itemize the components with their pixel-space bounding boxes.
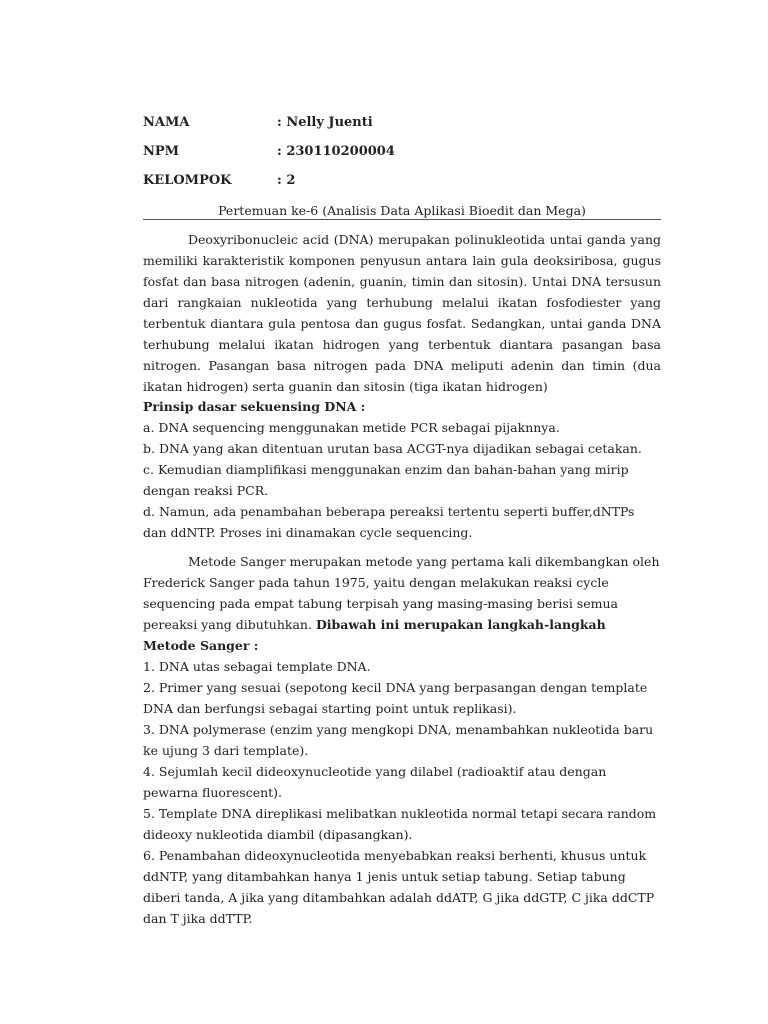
nama-label: NAMA [143,115,190,130]
title-divider [143,219,661,220]
kelompok-label: KELOMPOK [143,173,232,188]
sanger-section [143,551,661,929]
session-title: Pertemuan ke-6 (Analisis Data Aplikasi Bioedit dan Mega) [218,203,586,218]
intro-section [143,229,661,397]
principle-item-d: d. Namun, ada penambahan beberapa pereaksi tertentu seperti buffer,dNTPs dan ddNTP. Proses ini dinamakan cycle sequencing. [143,504,635,540]
sanger-step-4: 4. Sejumlah kecil dideoxynucleotide yang dilabel (radioaktif atau dengan pewarna fluorescent). [143,764,607,800]
npm-value: : 230110200004 [277,144,395,159]
principles-section [143,396,661,543]
sanger-step-5: 5. Template DNA direplikasi melibatkan nukleotida normal tetapi secara random dideoxy nukleotida diambil (dipasangkan). [143,806,657,842]
sanger-step-2: 2. Primer yang sesuai (sepotong kecil DNA yang berpasangan dengan template DNA dan berfungsi sebagai starting point untuk replikasi). [143,680,648,716]
sanger-intro-paragraph [143,551,661,656]
sanger-step-6: 6. Penambahan dideoxynucleotida menyebabkan reaksi berhenti, khusus untuk ddNTP, yang ditambahkan hanya 1 jenis untuk setiap tabung. Setiap tabung diberi tanda, A jika yang ditambahkan adalah ddATP, G jika ddGTP, C jika ddCTP dan T jika ddTTP. [143,848,655,926]
sanger-step-1: 1. DNA utas sebagai template DNA. [143,659,371,674]
npm-label: NPM [143,144,180,159]
intro-paragraph: Deoxyribonucleic acid (DNA) merupakan polinukleotida untai ganda yang memiliki karakteristik komponen penyusun antara lain gula deoksiribosa, gugus fosfat dan basa nitrogen (adenin, guanin, timin dan sitosin). Untai DNA tersusun dari rangkaian nukleotida yang terhubung melalui ikatan fosfodiester yang terbentuk diantara gula pentosa dan gugus fosfat. Sedangkan, untai ganda DNA terhubung melalui ikatan hidrogen yang terbentuk diantara pasangan basa nitrogen. Pasangan basa nitrogen pada DNA meliputi adenin dan timin (dua ikatan hidrogen) serta guanin dan sitosin (tiga ikatan hidrogen) [143,232,661,394]
principles-heading: Prinsip dasar sekuensing DNA : [143,399,366,414]
principle-item-a: a. DNA sequencing menggunakan metide PCR sebagai pijaknnya. [143,420,560,435]
sanger-intro-text: Metode Sanger merupakan metode yang pertama kali dikembangkan oleh Frederick Sanger pada tahun 1975, yaitu dengan melakukan reaksi cycle sequencing pada empat tabung terpisah yang masing-masing berisi semua pereaksi yang dibutuhkan. [143,554,660,632]
principle-item-c: c. Kemudian diamplifikasi menggunakan enzim dan bahan-bahan yang mirip dengan reaksi PCR. [143,462,629,498]
nama-value: : Nelly Juenti [277,115,373,130]
sanger-steps-heading: Dibawah ini merupakan langkah-langkah Metode Sanger : [143,617,606,653]
kelompok-value: : 2 [277,173,296,188]
principle-item-b: b. DNA yang akan ditentuan urutan basa ACGT-nya dijadikan sebagai cetakan. [143,441,642,456]
sanger-step-3: 3. DNA polymerase (enzim yang mengkopi DNA, menambahkan nukleotida baru ke ujung 3 dari template). [143,722,654,758]
